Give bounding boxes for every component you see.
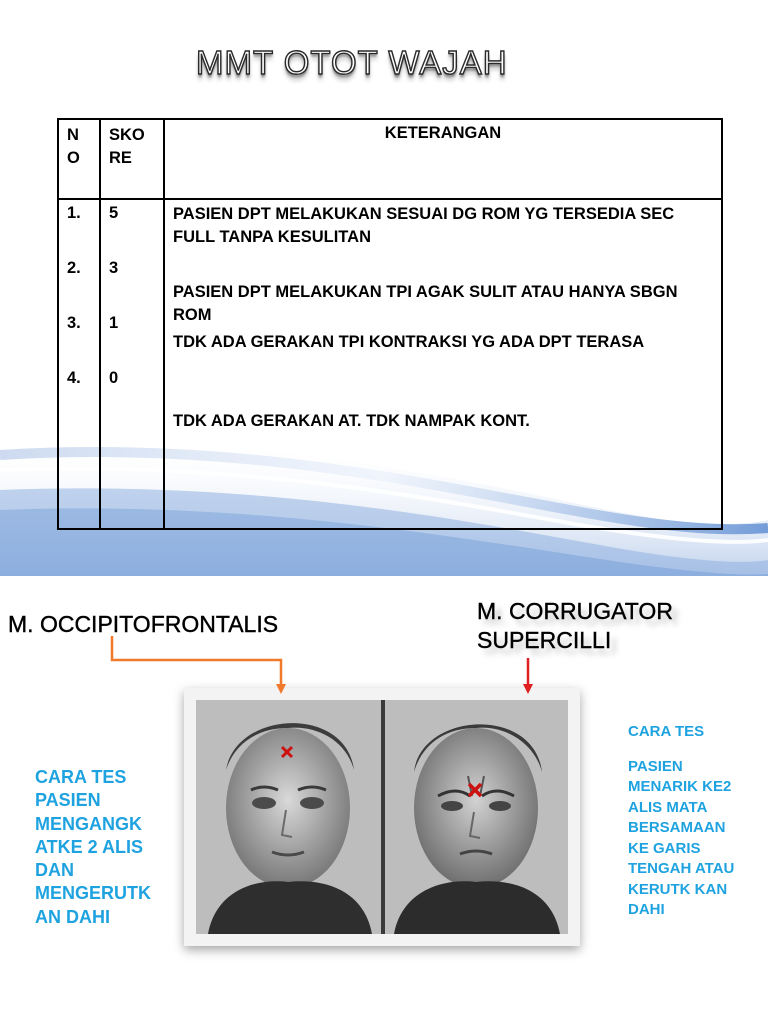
row-4-skore: 0 (109, 369, 119, 387)
row-4-no: 4. (67, 369, 81, 387)
muscle-label-corrugator: M. CORRUGATOR SUPERCILLI (477, 598, 673, 653)
row-1-skore: 5 (109, 204, 119, 222)
photo-frame (184, 688, 580, 946)
muscle-label-occipitofrontalis: M. OCCIPITOFRONTALIS (8, 611, 279, 637)
row-4-keterangan: TDK ADA GERAKAN AT. TDK NAMPAK KONT. (173, 412, 530, 430)
face-photo (196, 700, 568, 934)
photo-two-boys (196, 700, 568, 934)
row-1-keterangan: PASIEN DPT MELAKUKAN SESUAI DG ROM YG TERSEDIA SEC FULL TANPA KESULITAN (173, 205, 675, 246)
table-body-row (58, 199, 722, 529)
slide-facial-muscles (0, 576, 768, 1024)
header-skore: SKO RE (100, 119, 164, 199)
row-3-keterangan: TDK ADA GERAKAN TPI KONTRAKSI YG ADA DPT TERASA (173, 333, 645, 351)
cara-tes-right-body: PASIEN MENARIK KE2 ALIS MATA BERSAMAAN KE GARIS TENGAH ATAU KERUTK KAN DAHI (628, 757, 735, 918)
header-keterangan: KETERANGAN (164, 119, 722, 199)
row-2-no: 2. (67, 259, 81, 277)
row-3-no: 3. (67, 314, 81, 332)
no-column (58, 199, 100, 529)
cara-tes-right-title: CARA TES (628, 723, 705, 740)
cara-tes-right (628, 722, 734, 921)
orange-arrow (112, 636, 281, 688)
row-1-no: 1. (67, 204, 81, 222)
slide-title: MMT OTOT WAJAH (196, 44, 508, 81)
row-2-skore: 3 (109, 259, 119, 277)
row-2-keterangan: PASIEN DPT MELAKUKAN TPI AGAK SULIT ATAU HANYA SBGN ROM (173, 283, 678, 324)
header-no: N O (58, 119, 100, 199)
skore-column (100, 199, 164, 529)
mmt-score-table (57, 118, 723, 530)
cara-tes-left: CARA TES PASIEN MENGANGK ATKE 2 ALIS DAN MENGERUTK AN DAHI (35, 767, 151, 927)
row-3-skore: 1 (109, 314, 119, 332)
keterangan-column (164, 199, 722, 529)
table-header-row (58, 119, 722, 199)
